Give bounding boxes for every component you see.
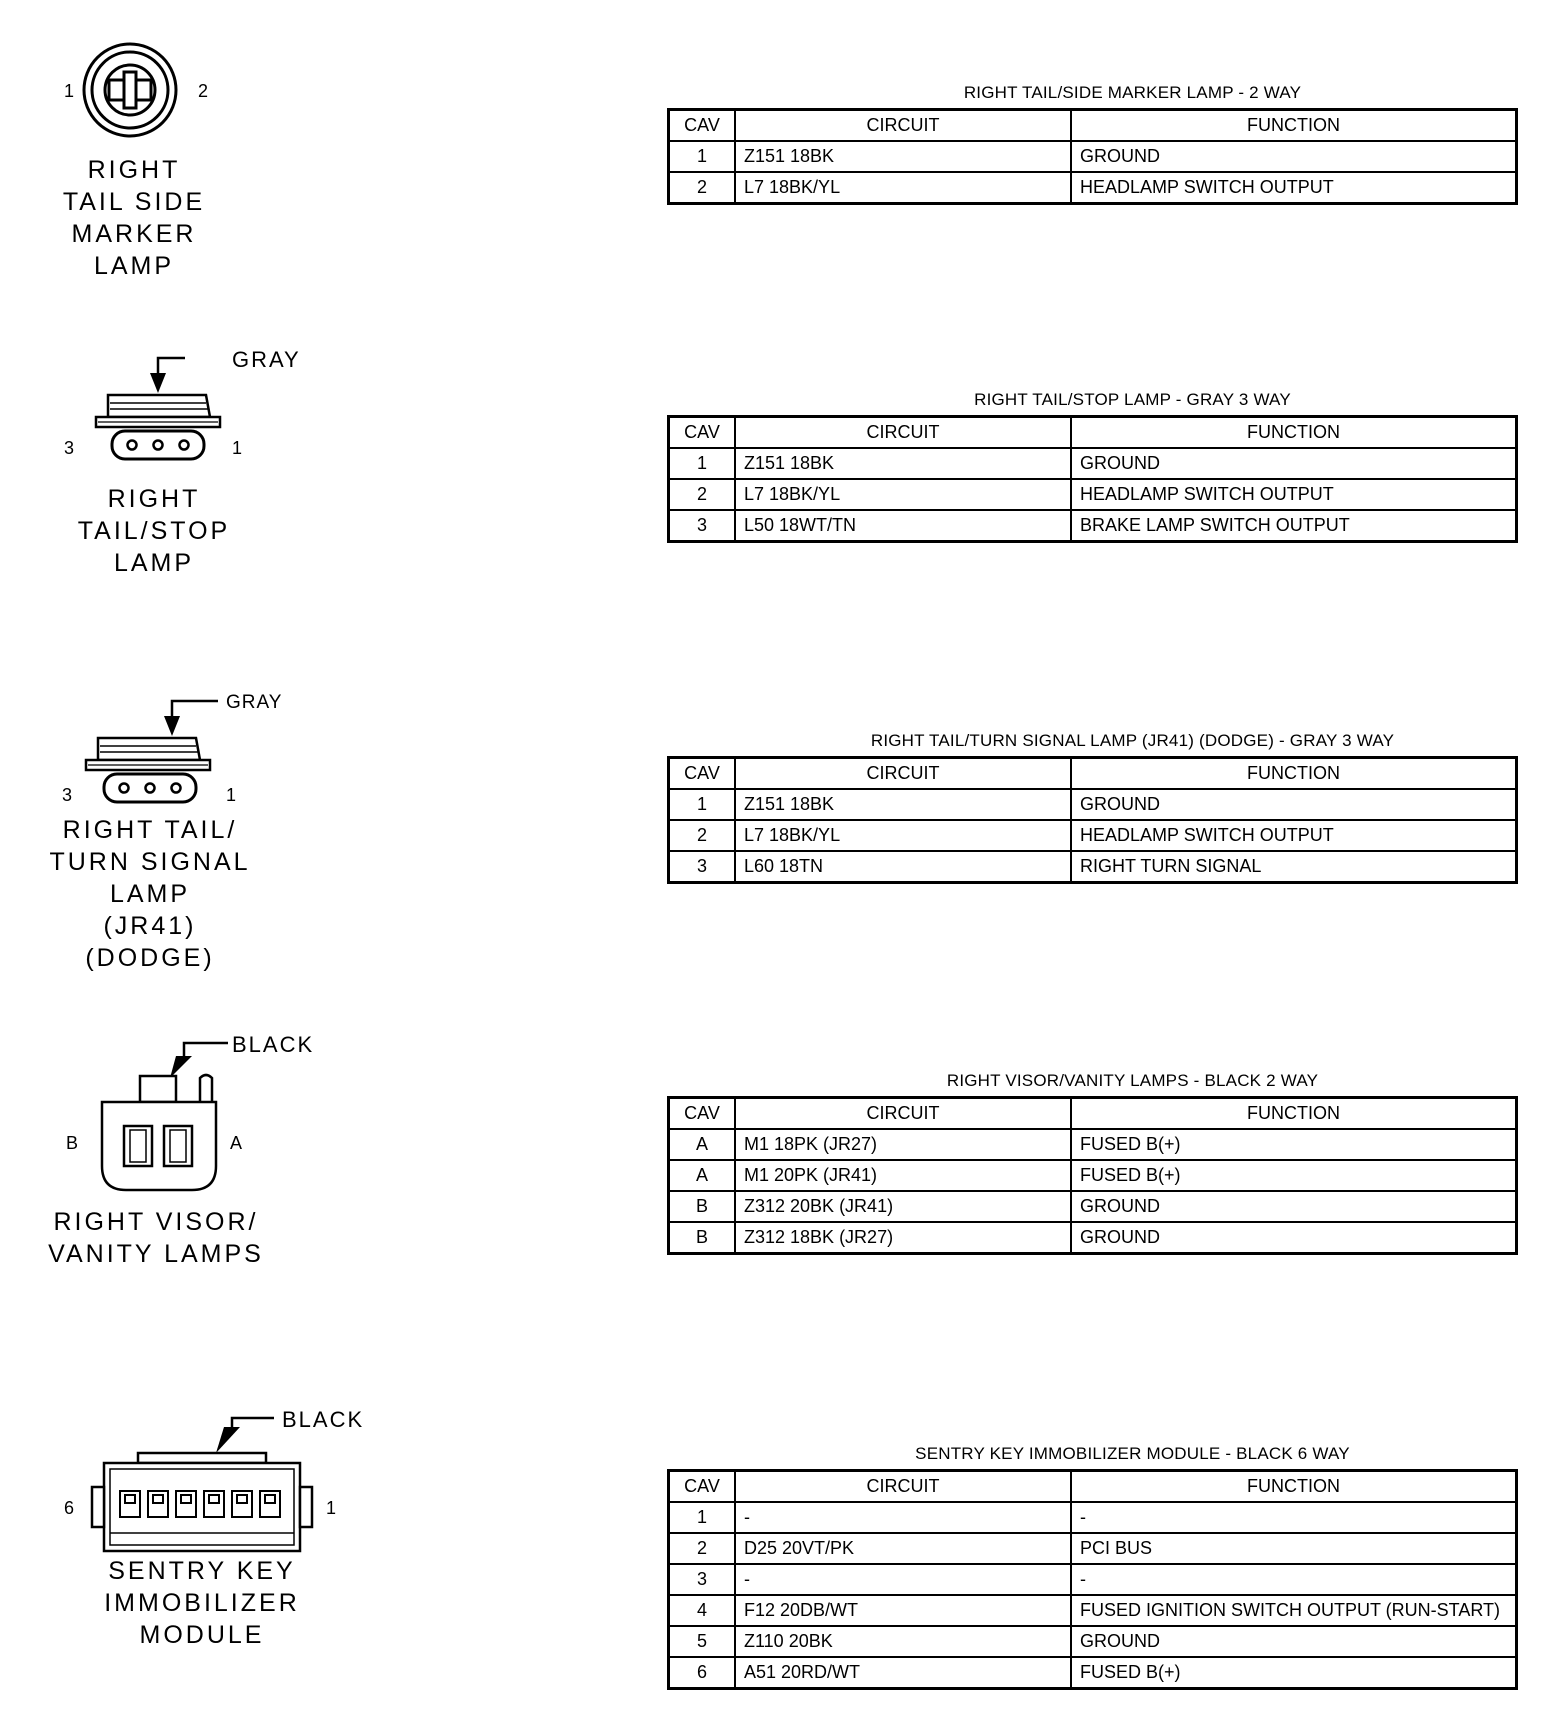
cell-cav: 2 bbox=[669, 820, 736, 851]
cell-cav: B bbox=[669, 1191, 736, 1222]
pin-label-left: 6 bbox=[64, 1498, 75, 1518]
cell-circuit: Z151 18BK bbox=[735, 789, 1071, 820]
pin-label-right: 2 bbox=[198, 81, 209, 101]
table-header-row bbox=[669, 758, 1517, 790]
connector-right-visor-vanity-lamps bbox=[0, 1030, 440, 1270]
pin-label-left: 1 bbox=[64, 81, 75, 101]
cell-function: - bbox=[1071, 1564, 1517, 1595]
connector-name: RIGHT TAIL SIDE MARKER LAMP bbox=[62, 156, 206, 280]
cell-circuit: Z151 18BK bbox=[735, 448, 1071, 479]
cell-circuit: M1 18PK (JR27) bbox=[735, 1129, 1071, 1160]
table-row bbox=[669, 510, 1517, 542]
header-function: FUNCTION bbox=[1071, 417, 1517, 449]
pinout-right-visor-vanity-lamps bbox=[667, 1071, 1518, 1255]
table-row bbox=[669, 448, 1517, 479]
table-header-row bbox=[669, 1471, 1517, 1503]
cell-function: GROUND bbox=[1071, 1222, 1517, 1254]
cell-cav: 1 bbox=[669, 789, 736, 820]
cell-cav: 3 bbox=[669, 510, 736, 542]
connector-color-label: GRAY bbox=[232, 347, 301, 372]
cell-circuit: - bbox=[735, 1564, 1071, 1595]
cell-cav: 1 bbox=[669, 448, 736, 479]
cell-cav: 2 bbox=[669, 1533, 736, 1564]
header-function: FUNCTION bbox=[1071, 110, 1517, 142]
cell-circuit: L60 18TN bbox=[735, 851, 1071, 883]
cell-cav: 2 bbox=[669, 172, 736, 204]
connector-color-label: GRAY bbox=[226, 692, 283, 713]
cell-circuit: Z110 20BK bbox=[735, 1626, 1071, 1657]
header-circuit: CIRCUIT bbox=[735, 417, 1071, 449]
pinout-title: SENTRY KEY IMMOBILIZER MODULE - BLACK 6 WAY bbox=[915, 1444, 1350, 1463]
pin-label-left: 3 bbox=[64, 438, 75, 458]
cell-function: GROUND bbox=[1071, 448, 1517, 479]
table-row bbox=[669, 1191, 1517, 1222]
pinout-right-tail-turn-signal-lamp bbox=[667, 731, 1518, 884]
cell-circuit: L7 18BK/YL bbox=[735, 172, 1071, 204]
cell-function: RIGHT TURN SIGNAL bbox=[1071, 851, 1517, 883]
header-circuit: CIRCUIT bbox=[735, 110, 1071, 142]
connector-name: SENTRY KEY IMMOBILIZER MODULE bbox=[104, 1557, 300, 1649]
cell-circuit: Z151 18BK bbox=[735, 141, 1071, 172]
table-row bbox=[669, 141, 1517, 172]
pinout-title: RIGHT TAIL/STOP LAMP - GRAY 3 WAY bbox=[974, 390, 1291, 409]
table-row bbox=[669, 172, 1517, 204]
connector-color-label: BLACK bbox=[232, 1032, 315, 1057]
cell-function: HEADLAMP SWITCH OUTPUT bbox=[1071, 172, 1517, 204]
header-function: FUNCTION bbox=[1071, 1471, 1517, 1503]
cell-circuit: D25 20VT/PK bbox=[735, 1533, 1071, 1564]
table-row bbox=[669, 1160, 1517, 1191]
header-function: FUNCTION bbox=[1071, 1098, 1517, 1130]
cell-circuit: L50 18WT/TN bbox=[735, 510, 1071, 542]
cell-cav: 1 bbox=[669, 141, 736, 172]
cell-cav: 4 bbox=[669, 1595, 736, 1626]
pin-label-left: B bbox=[66, 1133, 79, 1153]
cell-function: BRAKE LAMP SWITCH OUTPUT bbox=[1071, 510, 1517, 542]
cell-circuit: - bbox=[735, 1502, 1071, 1533]
cell-circuit: L7 18BK/YL bbox=[735, 479, 1071, 510]
pin-label-right: 1 bbox=[326, 1498, 337, 1518]
pinout-title: RIGHT VISOR/VANITY LAMPS - BLACK 2 WAY bbox=[946, 1071, 1319, 1090]
three-way-connector-icon bbox=[0, 345, 260, 495]
table-row bbox=[669, 1222, 1517, 1254]
pinout-sentry-key-immobilizer-module bbox=[667, 1444, 1518, 1690]
connector-name: RIGHT TAIL/STOP LAMP bbox=[77, 485, 231, 577]
cell-function: GROUND bbox=[1071, 1626, 1517, 1657]
table-row bbox=[669, 820, 1517, 851]
cell-cav: A bbox=[669, 1129, 736, 1160]
cell-circuit: M1 20PK (JR41) bbox=[735, 1160, 1071, 1191]
cell-function: HEADLAMP SWITCH OUTPUT bbox=[1071, 479, 1517, 510]
pinout-table bbox=[667, 756, 1518, 884]
table-row bbox=[669, 1626, 1517, 1657]
cell-function: - bbox=[1071, 1502, 1517, 1533]
header-cav: CAV bbox=[669, 417, 736, 449]
table-header-row bbox=[669, 417, 1517, 449]
table-row bbox=[669, 479, 1517, 510]
pin-label-left: 3 bbox=[62, 785, 73, 805]
cell-function: GROUND bbox=[1071, 1191, 1517, 1222]
connector-sentry-key-immobilizer-module bbox=[0, 1405, 440, 1665]
header-circuit: CIRCUIT bbox=[735, 1471, 1071, 1503]
table-row bbox=[669, 1657, 1517, 1689]
connector-name: RIGHT VISOR/ VANITY LAMPS bbox=[48, 1208, 264, 1268]
cell-circuit: Z312 20BK (JR41) bbox=[735, 1191, 1071, 1222]
pinout-table bbox=[667, 1096, 1518, 1255]
pin-label-right: 1 bbox=[226, 785, 237, 805]
cell-cav: A bbox=[669, 1160, 736, 1191]
header-function: FUNCTION bbox=[1071, 758, 1517, 790]
table-row bbox=[669, 1564, 1517, 1595]
pinout-title: RIGHT TAIL/TURN SIGNAL LAMP (JR41) (DODGE) - GRAY 3 WAY bbox=[870, 731, 1395, 750]
cell-function: FUSED B(+) bbox=[1071, 1129, 1517, 1160]
pinout-table bbox=[667, 1469, 1518, 1690]
table-row bbox=[669, 1533, 1517, 1564]
connector-name: RIGHT TAIL/ TURN SIGNAL LAMP (JR41) (DODGE) bbox=[49, 816, 251, 972]
table-row bbox=[669, 789, 1517, 820]
pin-label-right: 1 bbox=[232, 438, 243, 458]
table-header-row bbox=[669, 110, 1517, 142]
two-way-connector-icon bbox=[0, 1030, 260, 1200]
header-cav: CAV bbox=[669, 1471, 736, 1503]
table-row bbox=[669, 1502, 1517, 1533]
cell-cav: 1 bbox=[669, 1502, 736, 1533]
cell-cav: 6 bbox=[669, 1657, 736, 1689]
table-row bbox=[669, 851, 1517, 883]
pin-label-right: A bbox=[230, 1133, 243, 1153]
pinout-table bbox=[667, 108, 1518, 205]
cell-cav: B bbox=[669, 1222, 736, 1254]
cell-function: FUSED B(+) bbox=[1071, 1657, 1517, 1689]
cell-function: FUSED IGNITION SWITCH OUTPUT (RUN-START) bbox=[1071, 1595, 1517, 1626]
pinout-right-tail-side-marker-lamp bbox=[667, 83, 1518, 205]
table-header-row bbox=[669, 1098, 1517, 1130]
table-row bbox=[669, 1595, 1517, 1626]
header-cav: CAV bbox=[669, 1098, 736, 1130]
connector-right-tail-stop-lamp bbox=[0, 345, 440, 585]
cell-function: FUSED B(+) bbox=[1071, 1160, 1517, 1191]
cell-circuit: F12 20DB/WT bbox=[735, 1595, 1071, 1626]
connector-color-label: BLACK bbox=[282, 1407, 365, 1432]
pinout-table bbox=[667, 415, 1518, 543]
connector-right-tail-side-marker-lamp bbox=[0, 40, 440, 290]
cell-cav: 2 bbox=[669, 479, 736, 510]
round-lamp-socket-icon bbox=[0, 40, 200, 140]
connector-right-tail-turn-signal-lamp bbox=[0, 688, 440, 988]
cell-circuit: Z312 18BK (JR27) bbox=[735, 1222, 1071, 1254]
cell-cav: 5 bbox=[669, 1626, 736, 1657]
cell-function: PCI BUS bbox=[1071, 1533, 1517, 1564]
cell-circuit: A51 20RD/WT bbox=[735, 1657, 1071, 1689]
cell-circuit: L7 18BK/YL bbox=[735, 820, 1071, 851]
pinout-right-tail-stop-lamp bbox=[667, 390, 1518, 543]
header-cav: CAV bbox=[669, 110, 736, 142]
header-circuit: CIRCUIT bbox=[735, 758, 1071, 790]
cell-function: GROUND bbox=[1071, 141, 1517, 172]
cell-cav: 3 bbox=[669, 1564, 736, 1595]
table-row bbox=[669, 1129, 1517, 1160]
cell-cav: 3 bbox=[669, 851, 736, 883]
header-cav: CAV bbox=[669, 758, 736, 790]
header-circuit: CIRCUIT bbox=[735, 1098, 1071, 1130]
cell-function: GROUND bbox=[1071, 789, 1517, 820]
pinout-title: RIGHT TAIL/SIDE MARKER LAMP - 2 WAY bbox=[963, 83, 1302, 102]
cell-function: HEADLAMP SWITCH OUTPUT bbox=[1071, 820, 1517, 851]
